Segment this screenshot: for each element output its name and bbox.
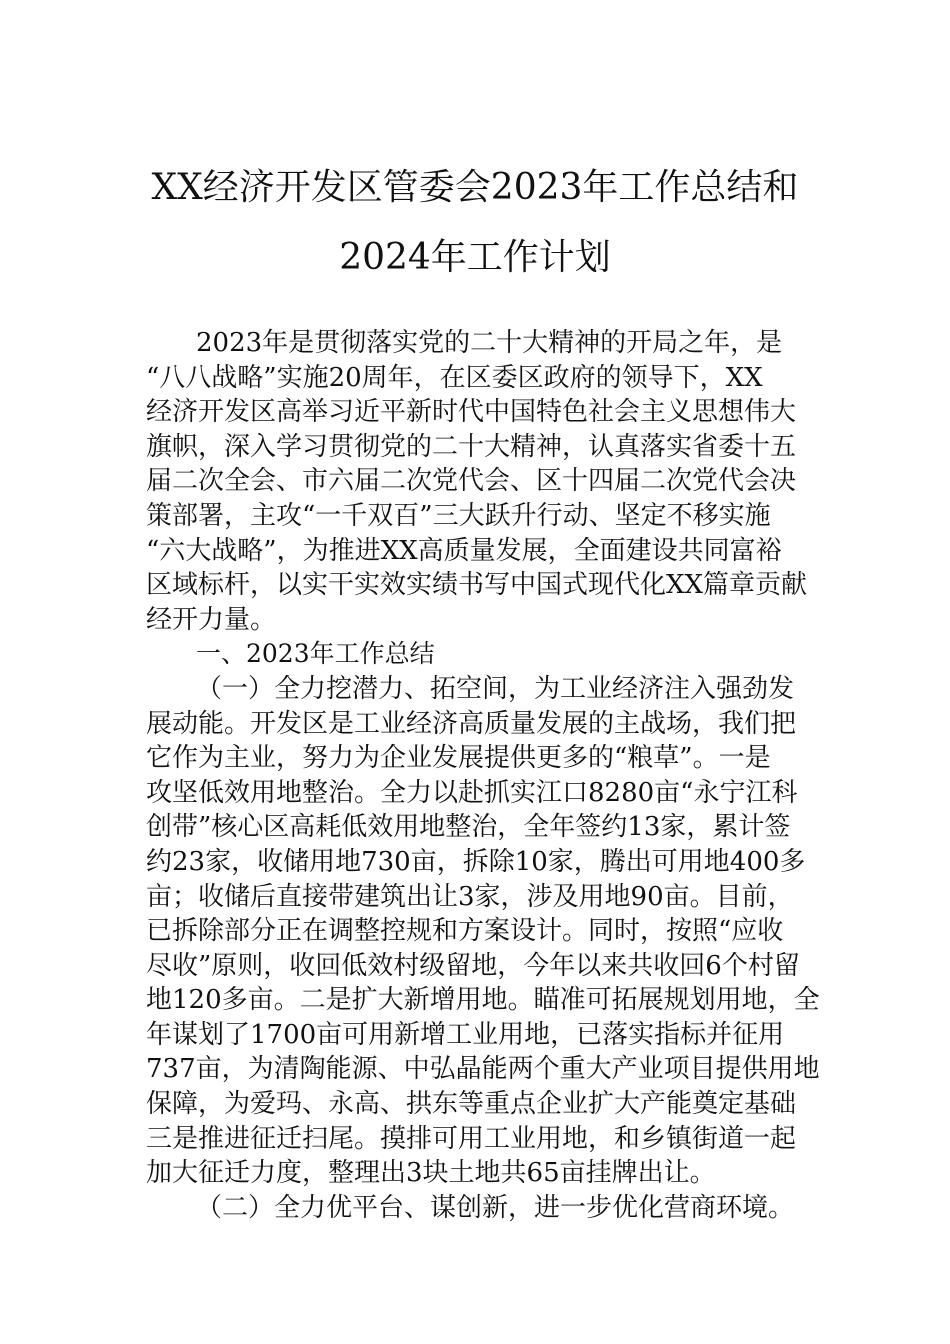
paragraph-line: 三是推进征迁扫尾。摸排可用工业用地，和乡镇街道一起 xyxy=(146,1123,797,1154)
subsection-heading-line: （二）全力优平台、谋创新，进一步优化营商环境。 xyxy=(196,1192,795,1223)
paragraph-line: 约23家，收储用地730亩，拆除10家，腾出可用地400多 xyxy=(146,846,806,877)
paragraph-line: 策部署，主攻“一千双百”三大跃升行动、坚定不移实施 xyxy=(146,500,771,531)
paragraph-line: 经开力量。 xyxy=(146,604,277,635)
paragraph-line: 2023年是贯彻落实党的二十大精神的开局之年，是 xyxy=(196,328,783,358)
paragraph-line: “六大战略”，为推进XX高质量发展，全面建设共同富裕 xyxy=(146,535,782,566)
paragraph-line: 地120多亩。二是扩大新增用地。瞄准可拓展规划用地，全 xyxy=(146,985,820,1016)
paragraph-line: 创带”核心区高耗低效用地整治，全年签约13家，累计签 xyxy=(146,812,791,843)
paragraph-line: 经济开发区高举习近平新时代中国特色社会主义思想伟大 xyxy=(146,397,797,428)
paragraph-line: 它作为主业，努力为企业发展提供更多的“粮草”。一是 xyxy=(146,743,771,774)
paragraph-line: 展动能。开发区是工业经济高质量发展的主战场，我们把 xyxy=(146,708,797,739)
paragraph-line: 届二次全会、市六届二次党代会、区十四届二次党代会决 xyxy=(146,466,797,497)
document-title-line-1: XX经济开发区管委会2023年工作总结和 xyxy=(151,167,799,208)
paragraph-line: 加大征迁力度，整理出3块土地共65亩挂牌出让。 xyxy=(146,1158,716,1189)
subsection-heading-line: （一）全力挖潜力、拓空间，为工业经济注入强劲发 xyxy=(196,673,795,704)
paragraph-line: 尽收”原则，收回低效村级留地，今年以来共收回6个村留 xyxy=(146,950,800,981)
paragraph-line: 737亩，为清陶能源、中弘晶能两个重大产业项目提供用地 xyxy=(146,1054,820,1085)
section-heading: 一、2023年工作总结 xyxy=(196,639,435,669)
paragraph-line: 保障，为爱玛、永高、拱东等重点企业扩大产能奠定基础 xyxy=(146,1089,797,1120)
paragraph-line: 攻坚低效用地整治。全力以赴抓实江口8280亩“永宁江科 xyxy=(146,777,798,808)
paragraph-line: 亩；收储后直接带建筑出让3家，涉及用地90亩。目前， xyxy=(146,881,794,912)
paragraph-line: 年谋划了1700亩可用新增工业用地，已落实指标并征用 xyxy=(146,1019,785,1050)
document-title-line-2: 2024年工作计划 xyxy=(339,237,611,278)
paragraph-line: 已拆除部分正在调整控规和方案设计。同时，按照“应收 xyxy=(146,916,784,947)
document-body xyxy=(146,326,820,1225)
paragraph-line: 区域标杆，以实干实效实绩书写中国式现代化XX篇章贡献 xyxy=(146,570,808,601)
paragraph-line: “八八战略”实施20周年，在区委区政府的领导下，XX xyxy=(146,362,763,393)
paragraph-line: 旗帜，深入学习贯彻党的二十大精神，认真落实省委十五 xyxy=(146,431,797,462)
